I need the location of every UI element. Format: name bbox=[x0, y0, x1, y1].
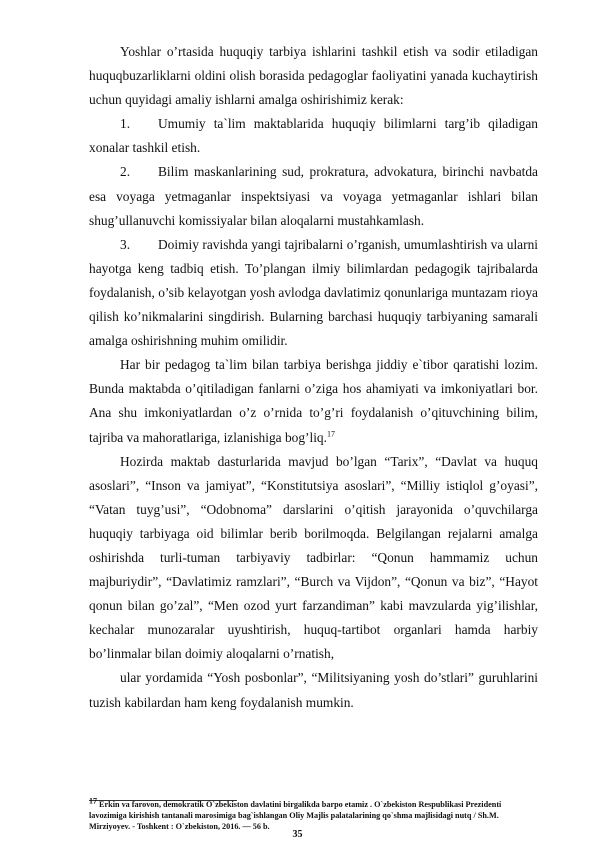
list-item-1-number: 1. bbox=[120, 116, 131, 132]
list-item-3-text: Doimiy ravishda yangi tajribalarni o’rganish, umumlashtirish va ularni hayotga keng tadbiq etish. To’plangan ilmiy bilimlardan pedagogik tajribalarda foydalanish, o’sib kelayotgan yosh avlodga davlatimiz qonunlariga muntazam rioya qilish ko’nikmalarini singdirish. Bularning barchasi huquqiy tarbiyaning samarali amalga oshirishning muhim omilidir. bbox=[89, 236, 538, 349]
list-item-2-number: 2. bbox=[120, 164, 131, 180]
page-number: 35 bbox=[292, 829, 303, 840]
paragraph-ular: ular yordamida “Yosh posbonlar”, “Militsiyaning yosh do’stlari” guruhlarini tuzish kabilardan ham keng foydalanish mumkin. bbox=[89, 670, 538, 710]
paragraph-hozirda: Hozirda maktab dasturlarida mavjud bo’lgan “Tarix”, “Davlat va huquq asoslari”, “Inson va jamiyat”, “Konstitutsiya asoslari”, “Milliy istiqlol g’oyasi”, “Vatan tuyg’usi”, “Odobnoma” darslarini o’qitish jarayonida o’quvchilarga huquqiy tarbiyaga oid bilimlar berib borilmoqda. Belgilangan rejalarni amalga oshirishda turli-tuman tarbiyaviy tadbirlar: “Qonun hammamiz uchun majburiydir”, “Davlatimiz ramzlari”, “Burch va Vijdon”, “Qonun va biz”, “Hayot qonun bilan go’zal”, “Men ozod yurt farzandiman” kabi mavzularda yig’ilishlar, kechalar munozaralar uyushtirish, huquq-tartibot organlari hamda harbiy bo’linmalar bilan doimiy aloqalarni o’rnatish, bbox=[89, 453, 538, 662]
document-body bbox=[89, 40, 538, 715]
list-item-3-number: 3. bbox=[120, 236, 131, 252]
list-item-3 bbox=[89, 233, 538, 353]
footnote bbox=[89, 796, 538, 832]
footnote-text: Erkin va farovon, demokratik O`zbekiston davlatini birgalikda barpo etamiz . O`zbekiston Respublikasi Prezidenti lavozimiga kirishish tantanali marosimiga bag`ishlangan Oliy Majlis palatalarining qo`shma majlisidagi nutq / Sh.M. Mirziyoyev. - Toshkent : O`zbekiston, 2016. — 56 b. bbox=[89, 800, 502, 831]
footnote-mark: 17 bbox=[89, 796, 97, 806]
footnote-reference[interactable]: 17 bbox=[326, 429, 335, 439]
list-item-1 bbox=[89, 112, 538, 160]
paragraph-pedagog bbox=[89, 353, 538, 449]
paragraph-intro: Yoshlar o’rtasida huquqiy tarbiya ishlarini tashkil etish va sodir etiladigan huquqbuzarliklarni oldini olish borasida pedagoglar faoliyatini yanada kuchaytirish uchun quyidagi amaliy ishlarni amalga oshirishimiz kerak: bbox=[89, 44, 538, 108]
paragraph-pedagog-text: Har bir pedagog ta`lim bilan tarbiya berishga jiddiy e`tibor qaratishi lozim. Bunda maktabda o’qitiladigan fanlarni o’ziga hos ahamiyati va imkoniyatlari bor. Ana shu imkoniyatlardan o’z o’rnida to’g’ri foydalanish o’qituvchining bilim, tajriba va mahoratlariga, izlanishiga bog’liq. bbox=[89, 357, 538, 445]
list-item-2-text: Bilim maskanlarining sud, prokratura, advokatura, birinchi navbatda esa voyaga yetmaganlar inspektsiyasi va voyaga yetmaganlar ishlari bilan shug’ullanuvchi komissiyalar bilan aloqalarni mustahkamlash. bbox=[89, 164, 538, 228]
list-item-2 bbox=[89, 160, 538, 232]
list-item-1-text: Umumiy ta`lim maktablarida huquqiy bilimlarni targ’ib qiladigan xonalar tashkil etish. bbox=[89, 116, 538, 156]
